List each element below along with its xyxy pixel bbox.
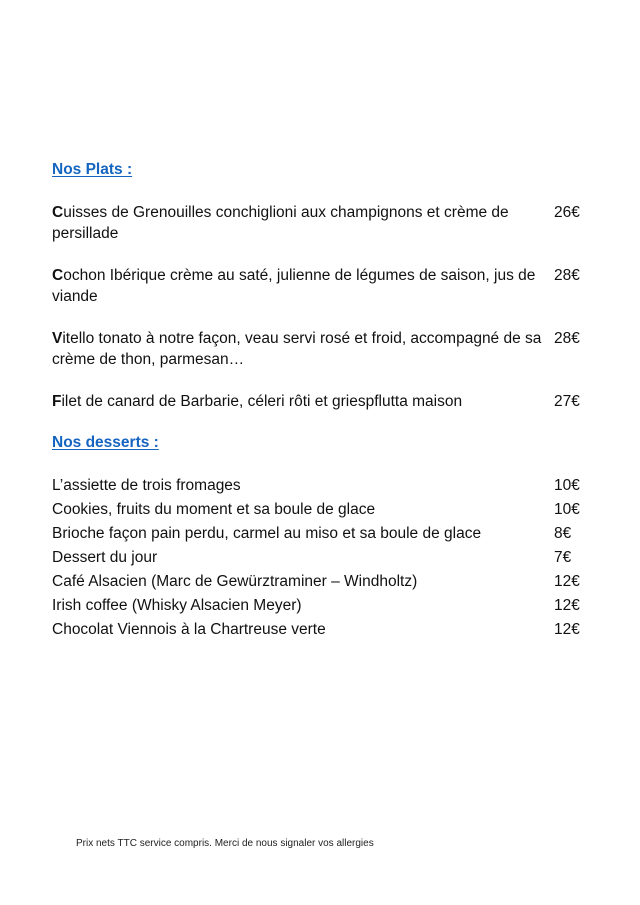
dessert-name: Dessert du jour	[52, 549, 158, 566]
dessert-item	[52, 546, 587, 570]
dish-price: 28€	[554, 267, 580, 284]
section-title-plats: Nos Plats :	[52, 161, 133, 178]
dessert-name: Café Alsacien (Marc de Gewürztraminer – Windholtz)	[52, 573, 418, 590]
dish-price: 28€	[554, 330, 580, 347]
dessert-item	[52, 522, 587, 546]
dish-name	[52, 328, 547, 370]
dessert-item	[52, 594, 587, 618]
dish-price: 27€	[554, 393, 580, 410]
dish-name	[52, 202, 547, 244]
dish-item	[52, 265, 587, 307]
dessert-item	[52, 570, 587, 594]
dessert-item	[52, 498, 587, 522]
dessert-price: 12€	[554, 597, 580, 614]
dish-initial: C	[52, 267, 64, 284]
dessert-name: L’assiette de trois fromages	[52, 477, 241, 494]
dessert-item	[52, 618, 587, 642]
dessert-item	[52, 474, 587, 498]
dish-name	[52, 391, 547, 412]
dish-initial: F	[52, 393, 62, 410]
dish-item	[52, 391, 587, 412]
dish-initial: V	[52, 330, 63, 347]
dessert-name: Brioche façon pain perdu, carmel au miso et sa boule de glace	[52, 525, 482, 542]
dish-price: 26€	[554, 204, 580, 221]
dessert-price: 10€	[554, 501, 580, 518]
footer-note: Prix nets TTC service compris. Merci de nous signaler vos allergies	[76, 838, 374, 849]
dish-item	[52, 202, 587, 244]
dish-description: ilet de canard de Barbarie, céleri rôti et griespflutta maison	[61, 393, 463, 410]
dessert-name: Irish coffee (Whisky Alsacien Meyer)	[52, 597, 302, 614]
dish-description: uisses de Grenouilles conchiglioni aux champignons et crème de persillade	[52, 204, 509, 242]
dessert-price: 7€	[554, 549, 572, 566]
section-title-desserts: Nos desserts :	[52, 434, 159, 451]
dish-item	[52, 328, 587, 370]
dessert-name: Chocolat Viennois à la Chartreuse verte	[52, 621, 326, 638]
dessert-price: 8€	[554, 525, 572, 542]
dish-name	[52, 265, 547, 307]
dish-description: ochon Ibérique crème au saté, julienne de légumes de saison, jus de viande	[52, 267, 536, 305]
dish-initial: C	[52, 204, 64, 221]
dessert-price: 12€	[554, 621, 580, 638]
dessert-price: 10€	[554, 477, 580, 494]
dessert-price: 12€	[554, 573, 580, 590]
dessert-name: Cookies, fruits du moment et sa boule de glace	[52, 501, 376, 518]
dish-description: itello tonato à notre façon, veau servi rosé et froid, accompagné de sa crème de thon, parmesan…	[52, 330, 542, 368]
